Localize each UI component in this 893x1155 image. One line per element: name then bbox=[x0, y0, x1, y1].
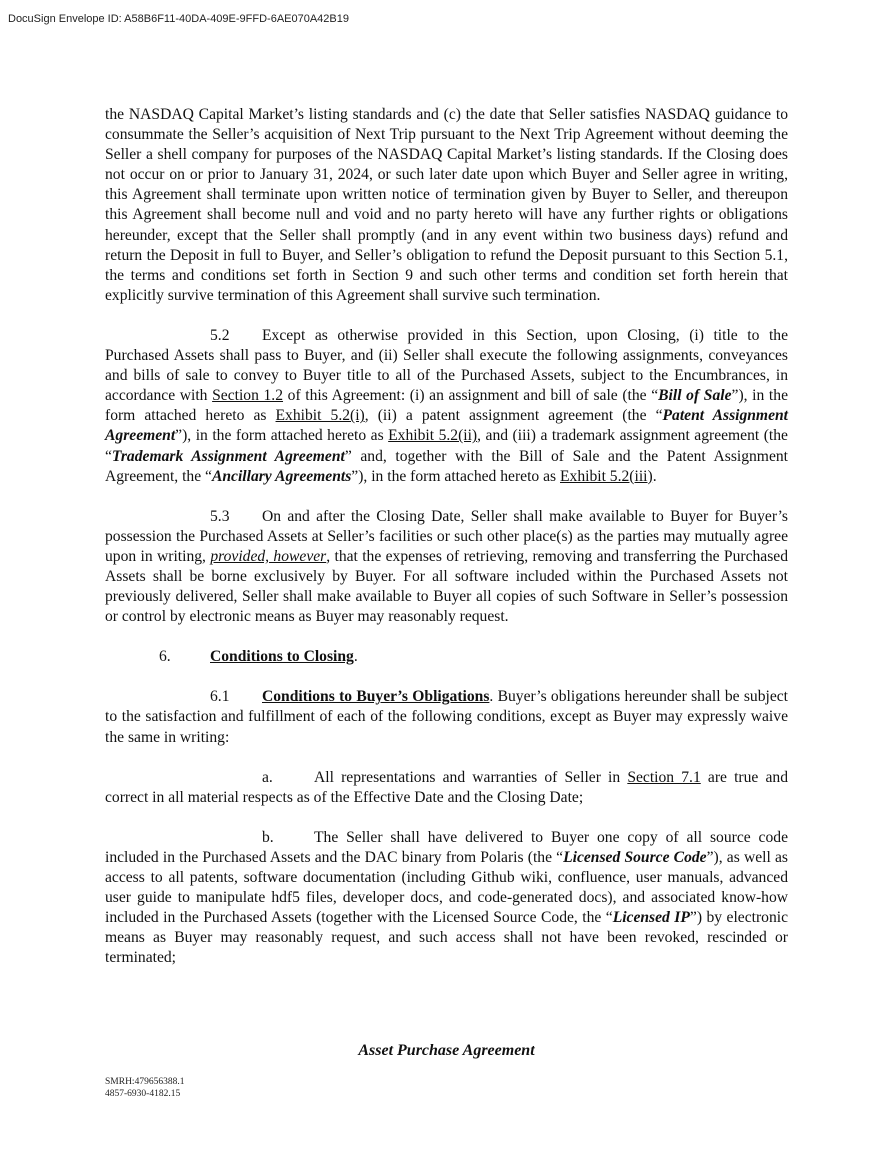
clause-a: a. All representations and warranties of Seller in Section 7.1 are true and correct in all material respects as of the Effective Date and the Closing Date; bbox=[105, 768, 788, 806]
defined-term: Licensed IP bbox=[612, 909, 690, 927]
exhibit-reference: Exhibit 5.2(ii) bbox=[388, 427, 478, 445]
section-number: 5.3 bbox=[210, 507, 230, 525]
defined-term: Ancillary Agreements bbox=[211, 467, 352, 485]
clause-letter: b. bbox=[262, 828, 274, 846]
section-5-3: 5.3 On and after the Closing Date, Seller shall make available to Buyer for Buyer’s possession the Purchased Assets at Seller’s facilities or such other place(s) as the parties may mutually agree upon in writing, provided, however, that the expenses of retrieving, removing and transferring the Purchased Assets shall be borne exclusively by Buyer. For all software included within the Purchased Assets not previously delivered, Seller shall make available to Buyer all copies of such Software in Seller’s possession or control by electronic means as Buyer may reasonably request. bbox=[105, 507, 788, 626]
doc-id-line: 4857-6930-4182.15 bbox=[105, 1089, 181, 1099]
defined-term: Licensed Source Code bbox=[563, 848, 707, 866]
defined-term: Patent Assignment Agreement bbox=[105, 407, 788, 445]
document-body bbox=[105, 105, 788, 968]
section-5-2: 5.2 Except as otherwise provided in this Section, upon Closing, (i) title to the Purchased Assets shall pass to Buyer, and (ii) Seller shall execute the following assignments, conveyances and bills of sale to convey to Buyer title to all of the Purchased Assets, subject to the Encumbrances, in accordance with Section 1.2 of this Agreement: (i) an assignment and bill of sale (the “Bill of Sale”), in the form attached hereto as Exhibit 5.2(i), (ii) a patent assignment agreement (the “Patent Assignment Agreement”), in the form attached hereto as Exhibit 5.2(ii), and (iii) a trademark assignment agreement (the “Trademark Assignment Agreement” and, together with the Bill of Sale and the Patent Assignment Agreement, the “Ancillary Agreements”), in the form attached hereto as Exhibit 5.2(iii). bbox=[105, 326, 788, 485]
clause-letter: a. bbox=[262, 768, 273, 786]
doc-id-line: SMRH:479656388.1 bbox=[105, 1077, 185, 1087]
footer-agreement-title: Asset Purchase Agreement bbox=[358, 1042, 535, 1059]
section-reference: Section 1.2 bbox=[212, 387, 284, 405]
section-6-1: 6.1 Conditions to Buyer’s Obligations. Buyer’s obligations hereunder shall be subject to the satisfaction and fulfillment of each of the following conditions, except as Buyer may expressly waive the same in writing: bbox=[105, 688, 788, 746]
paragraph-5-1-continuation: the NASDAQ Capital Market’s listing standards and (c) the date that Seller satisfies NASDAQ guidance to consummate the Seller’s acquisition of Next Trip pursuant to the Next Trip Agreement without deeming the Seller a shell company for purposes of the NASDAQ Capital Market’s listing standards. If the Closing does not occur on or prior to January 31, 2024, or such later date upon which Buyer and Seller agree in writing, this Agreement shall terminate upon written notice of termination given by Buyer to Seller, and thereupon this Agreement shall become null and void and no party hereto will have any further rights or obligations hereunder, except that the Seller shall promptly (and in any event within two business days) refund and return the Deposit in full to Buyer, and Seller’s obligation to refund the Deposit pursuant to this Section 5.1, the terms and conditions set forth in Section 9 and such other terms and condition set forth herein that explicitly survive termination of this Agreement shall survive such termination. bbox=[105, 106, 788, 304]
section-title: Conditions to Closing bbox=[210, 648, 354, 666]
clause-b: b. The Seller shall have delivered to Buyer one copy of all source code included in the Purchased Assets and the DAC binary from Polaris (the “Licensed Source Code”), as well as access to all patents, software documentation (including Github wiki, confluence, user manuals, advanced user guide to manipulate hdf5 files, developer docs, and code-generated docs), and associated know-how included in the Purchased Assets (together with the Licensed Source Code, the “Licensed IP”) by electronic means as Buyer may reasonably request, and such access shall not have been revoked, rescinded or terminated; bbox=[105, 828, 788, 967]
defined-term: Bill of Sale bbox=[658, 387, 732, 405]
section-title: Conditions to Buyer’s Obligations bbox=[262, 688, 490, 706]
proviso-term: provided, however bbox=[210, 547, 327, 565]
defined-term: Trademark Assignment Agreement bbox=[111, 447, 345, 465]
exhibit-reference: Exhibit 5.2(i) bbox=[275, 407, 365, 425]
section-number: 6. bbox=[159, 648, 171, 666]
section-6-heading: 6. Conditions to Closing. bbox=[105, 647, 788, 667]
section-reference: Section 7.1 bbox=[627, 768, 701, 786]
document-ids bbox=[105, 1076, 184, 1100]
exhibit-reference: Exhibit 5.2(iii) bbox=[560, 467, 653, 485]
section-number: 5.2 bbox=[210, 326, 230, 344]
section-number: 6.1 bbox=[210, 688, 230, 706]
docusign-envelope-id: DocuSign Envelope ID: A58B6F11-40DA-409E-9FFD-6AE070A42B19 bbox=[8, 13, 349, 25]
